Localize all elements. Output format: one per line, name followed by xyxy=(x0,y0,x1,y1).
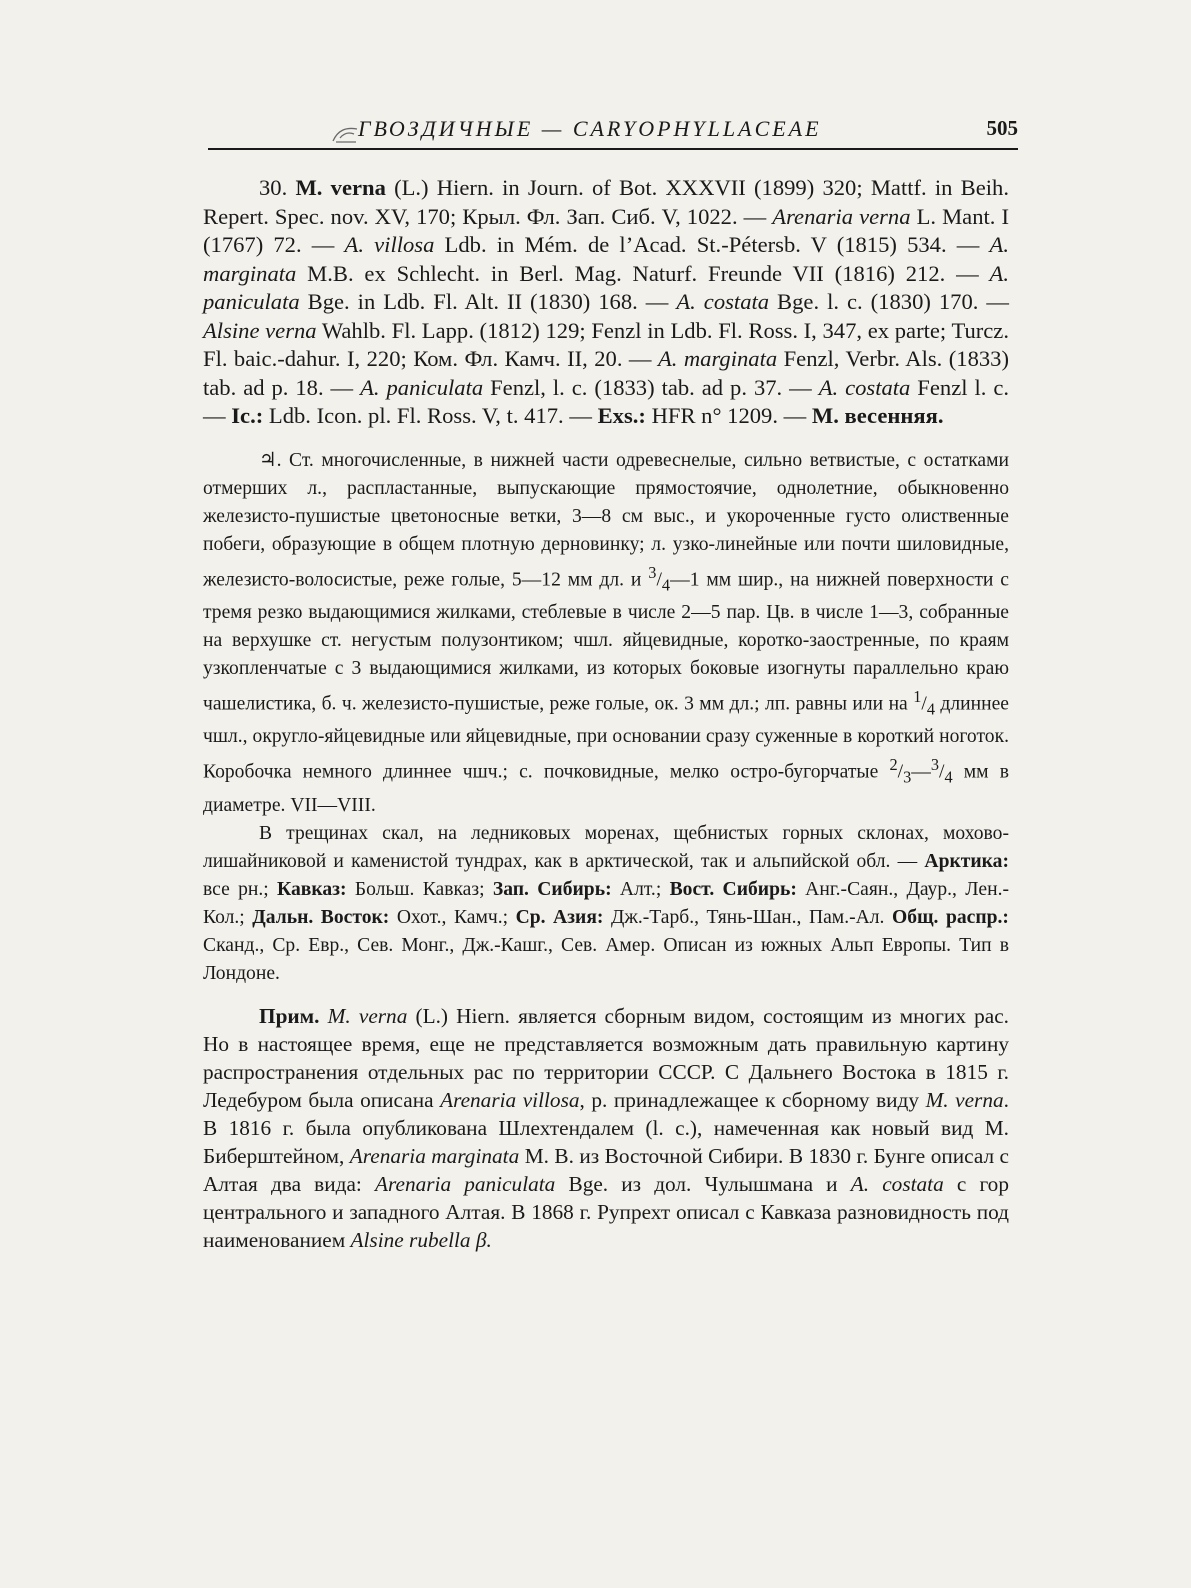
note-label: Прим. xyxy=(259,1003,320,1028)
distribution-paragraph: В трещинах скал, на ледниковых моренах, щебнистых горных склонах, мохово-лишайниковой и каменистой тундрах, как в арктической, так и альпийской обл. — Арктика: все рн.; Кавказ: Больш. Кавказ; Зап. Сибирь: Алт.; Вост. Сибирь: Анг.-Саян., Даур., Лен.-Кол.; Дальн. Восток: Охот., Камч.; Ср. Азия: Дж.-Тарб., Тянь-Шан., Пам.-Ал. Общ. распр.: Сканд., Ср. Евр., Сев. Монг., Дж.-Кашг., Сев. Амер. Описан из южных Альп Европы. Тип в Лондоне. xyxy=(203,822,1009,984)
header-rule xyxy=(208,148,1018,150)
species-name: M. verna xyxy=(295,175,386,200)
ornament-icon xyxy=(330,122,360,144)
synonymy-paragraph: 30. M. verna (L.) Hiern. in Journ. of Bot. XXXVII (1899) 320; Mattf. in Beih. Repert. Spec. nov. XV, 170; Крыл. Фл. Зап. Сиб. V, 1022. — Arenaria verna L. Mant. I (1767) 72. — A. villosa Ldb. in Mém. de l’Acad. St.-Pétersb. V (1815) 534. — A. marginata M.B. ex Schlecht. in Berl. Mag. Naturf. Freunde VII (1816) 212. — A. paniculata Bge. in Ldb. Fl. Alt. II (1830) 168. — A. costata Bge. l. c. (1830) 170. — Alsine verna Wahlb. Fl. Lapp. (1812) 129; Fenzl in Ldb. Fl. Ross. I, 347, ex parte; Turcz. Fl. baic.-dahur. I, 220; Ком. Фл. Камч. II, 20. — A. marginata Fenzl, Verbr. Als. (1833) tab. ad p. 18. — A. paniculata Fenzl, l. c. (1833) tab. ad p. 37. — A. costata Fenzl l. c. — Ic.: Ldb. Icon. pl. Fl. Ross. V, t. 417. — Exs.: HFR n° 1209. — М. весенняя. xyxy=(203,175,1010,428)
running-title: ГВОЗДИЧНЫЕ — CARYOPHYLLACEAE xyxy=(358,116,822,141)
perennial-symbol-icon: ♃ xyxy=(259,449,277,471)
note-paragraph: Прим. M. verna (L.) Hiern. является сборным видом, состоящим из многих рас. Но в настоящее время, еще не представляется возможным дать правильную картину распространения отдельных рас по территории СССР. С Дальнего Востока в 1815 г. Ледебуром была описана Arenaria villosa, р. принадлежащее к сборному виду M. verna. В 1816 г. была опубликована Шлехтендалем (l. c.), намеченная как новый вид М. Биберштейном, Arenaria marginata M. B. из Восточной Сибири. В 1830 г. Бунге описал с Алтая два вида: Arenaria paniculata Bge. из дол. Чулышмана и A. costata с гор центрального и западного Алтая. В 1868 г. Рупрехт описал с Кавказа разновидность под наименованием Alsine rubella β. xyxy=(203,1003,1010,1252)
description-paragraph: ♃. Ст. многочисленные, в нижней части одревеснелые, сильно ветвистые, с остатками отмерших л., распластанные, выпускающие прямостоячие, однолетние, обыкновенно железисто-пушистые цветоносные ветки, 3—8 см выс., и укороченные густо олиственные побеги, образующие в общем плотную дерновинку; л. узко-линейные или почти шиловидные, железисто-волосистые, реже голые, 5—12 мм дл. и $^3/_4—1$ мм шир., на нижней поверхности с тремя резко выдающимися жилками, стеблевые в числе 2—5 пар. Цв. в числе 1—3, собранные на верхушке ст. негустым полузонтиком; чшл. яйцевидные, коротко-заостренные, по краям узкопленчатые с 3 выдающимися жилками, из которых боковые изогнуты параллельно краю чашелистика, б. ч. железисто-пушистые, реже голые, ок. 3 мм дл.; лп. равны или на $^1/_4$ длиннее чшл., округло-яйцевидные или яйцевидные, при основании сразу суженные в короткий ноготок. Коробочка немного длиннее чшч.; с. почковидные, мелко остро-бугорчатые $^2/_3—^3/_4$ мм в диаметре. VII—VIII. xyxy=(203,449,1009,816)
page-header xyxy=(208,112,1018,152)
russian-name: М. весенняя. xyxy=(811,403,944,428)
page-number: 505 xyxy=(986,116,1018,140)
article-body xyxy=(203,174,1009,1254)
